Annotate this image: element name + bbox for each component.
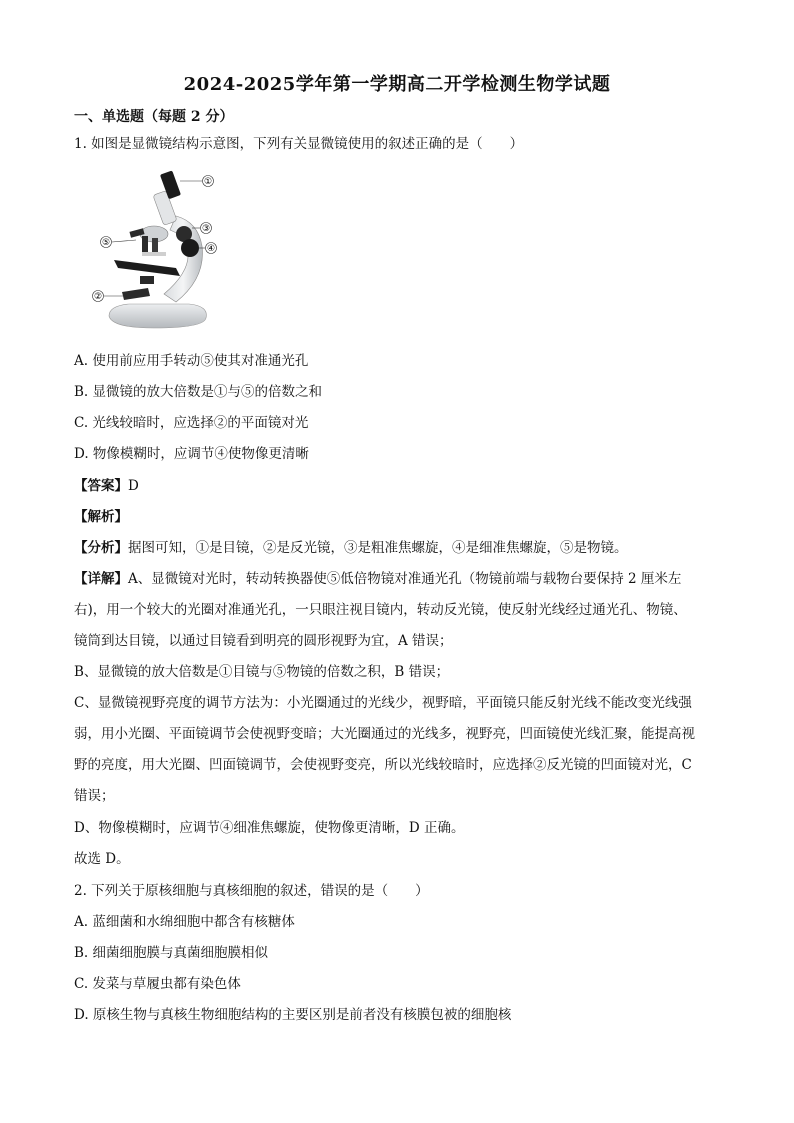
q2-option-b: B. 细菌细胞膜与真菌细胞膜相似: [74, 945, 269, 961]
q1-detail-a-2: 右)，用一个较大的光圈对准通光孔，一只眼注视目镜内，转动反光镜，使反射光线经过通光孔、物镜、: [74, 602, 687, 618]
q2-option-d: D. 原核生物与真核生物细胞结构的主要区别是前者没有核膜包被的细胞核: [74, 1007, 512, 1023]
q2-option-c: C. 发菜与草履虫都有染色体: [74, 976, 241, 992]
microscope-figure: [84, 168, 234, 336]
analysis-tag: 【解析】: [74, 509, 128, 525]
q1-option-b: B. 显微镜的放大倍数是①与⑤的倍数之和: [74, 384, 323, 400]
detail-tag: 【详解】: [74, 571, 128, 587]
q1-detail-c-1: C、显微镜视野亮度的调节方法为：小光圈通过的光线少，视野暗，平面镜只能反射光线不能改变光线强: [74, 695, 692, 711]
q1-fenxi: [74, 538, 628, 558]
section-heading: 一、单选题（每题 2 分）: [74, 109, 234, 125]
q1-option-a: A. 使用前应用手转动⑤使其对准通光孔: [74, 353, 309, 369]
fenxi-text: 据图可知，①是目镜，②是反光镜，③是粗准焦螺旋，④是细准焦螺旋，⑤是物镜。: [128, 540, 628, 556]
figure-label-3: ③: [201, 224, 211, 234]
q1-stem: 1. 如图是显微镜结构示意图，下列有关显微镜使用的叙述正确的是（ ）: [74, 136, 524, 152]
q1-detail-c-2: 弱，用小光圈、平面镜调节会使视野变暗；大光圈通过的光线多，视野亮，凹面镜使光线汇聚，能提高视: [74, 726, 695, 742]
q2-stem: 2. 下列关于原核细胞与真核细胞的叙述，错误的是（ ）: [74, 883, 429, 899]
figure-label-2: ②: [93, 292, 103, 302]
q1-detail-d: D、物像模糊时，应调节④细准焦螺旋，使物像更清晰，D 正确。: [74, 820, 465, 836]
fenxi-tag: 【分析】: [74, 540, 128, 556]
q1-answer: [74, 476, 139, 496]
q1-analysis-tag: [74, 507, 128, 527]
q1-detail-c-3: 野的亮度，用大光圈、凹面镜调节，会使视野变亮，所以光线较暗时，应选择②反光镜的凹面镜对光，C: [74, 757, 692, 773]
exam-title: 2024-2025学年第一学期高二开学检测生物学试题: [183, 74, 611, 95]
q1-option-c: C. 光线较暗时，应选择②的平面镜对光: [74, 415, 309, 431]
answer-value: D: [128, 478, 139, 494]
q1-detail-a-1: [74, 569, 681, 589]
q1-detail-c-4: 错误；: [74, 788, 115, 804]
microscope-illustration: [84, 168, 234, 336]
q1-conclusion: 故选 D。: [74, 851, 130, 867]
fine-knob-part: [181, 239, 199, 257]
detail-a-text-1: A、显微镜对光时，转动转换器使⑤低倍物镜对准通光孔（物镜前端与载物台要保持 2 厘米左: [128, 571, 682, 587]
q1-detail-b: B、显微镜的放大倍数是①目镜与⑤物镜的倍数之积，B 错误；: [74, 664, 450, 680]
figure-label-1: ①: [203, 177, 213, 187]
answer-tag: 【答案】: [74, 478, 128, 494]
q1-option-d: D. 物像模糊时，应调节④使物像更清晰: [74, 446, 309, 462]
figure-label-5: ⑤: [101, 238, 111, 248]
mirror-part: [122, 288, 150, 300]
q2-option-a: A. 蓝细菌和水绵细胞中都含有核糖体: [74, 914, 295, 930]
q1-detail-a-3: 镜筒到达目镜，以通过目镜看到明亮的圆形视野为宜，A 错误；: [74, 633, 453, 649]
figure-label-4: ④: [206, 244, 216, 254]
